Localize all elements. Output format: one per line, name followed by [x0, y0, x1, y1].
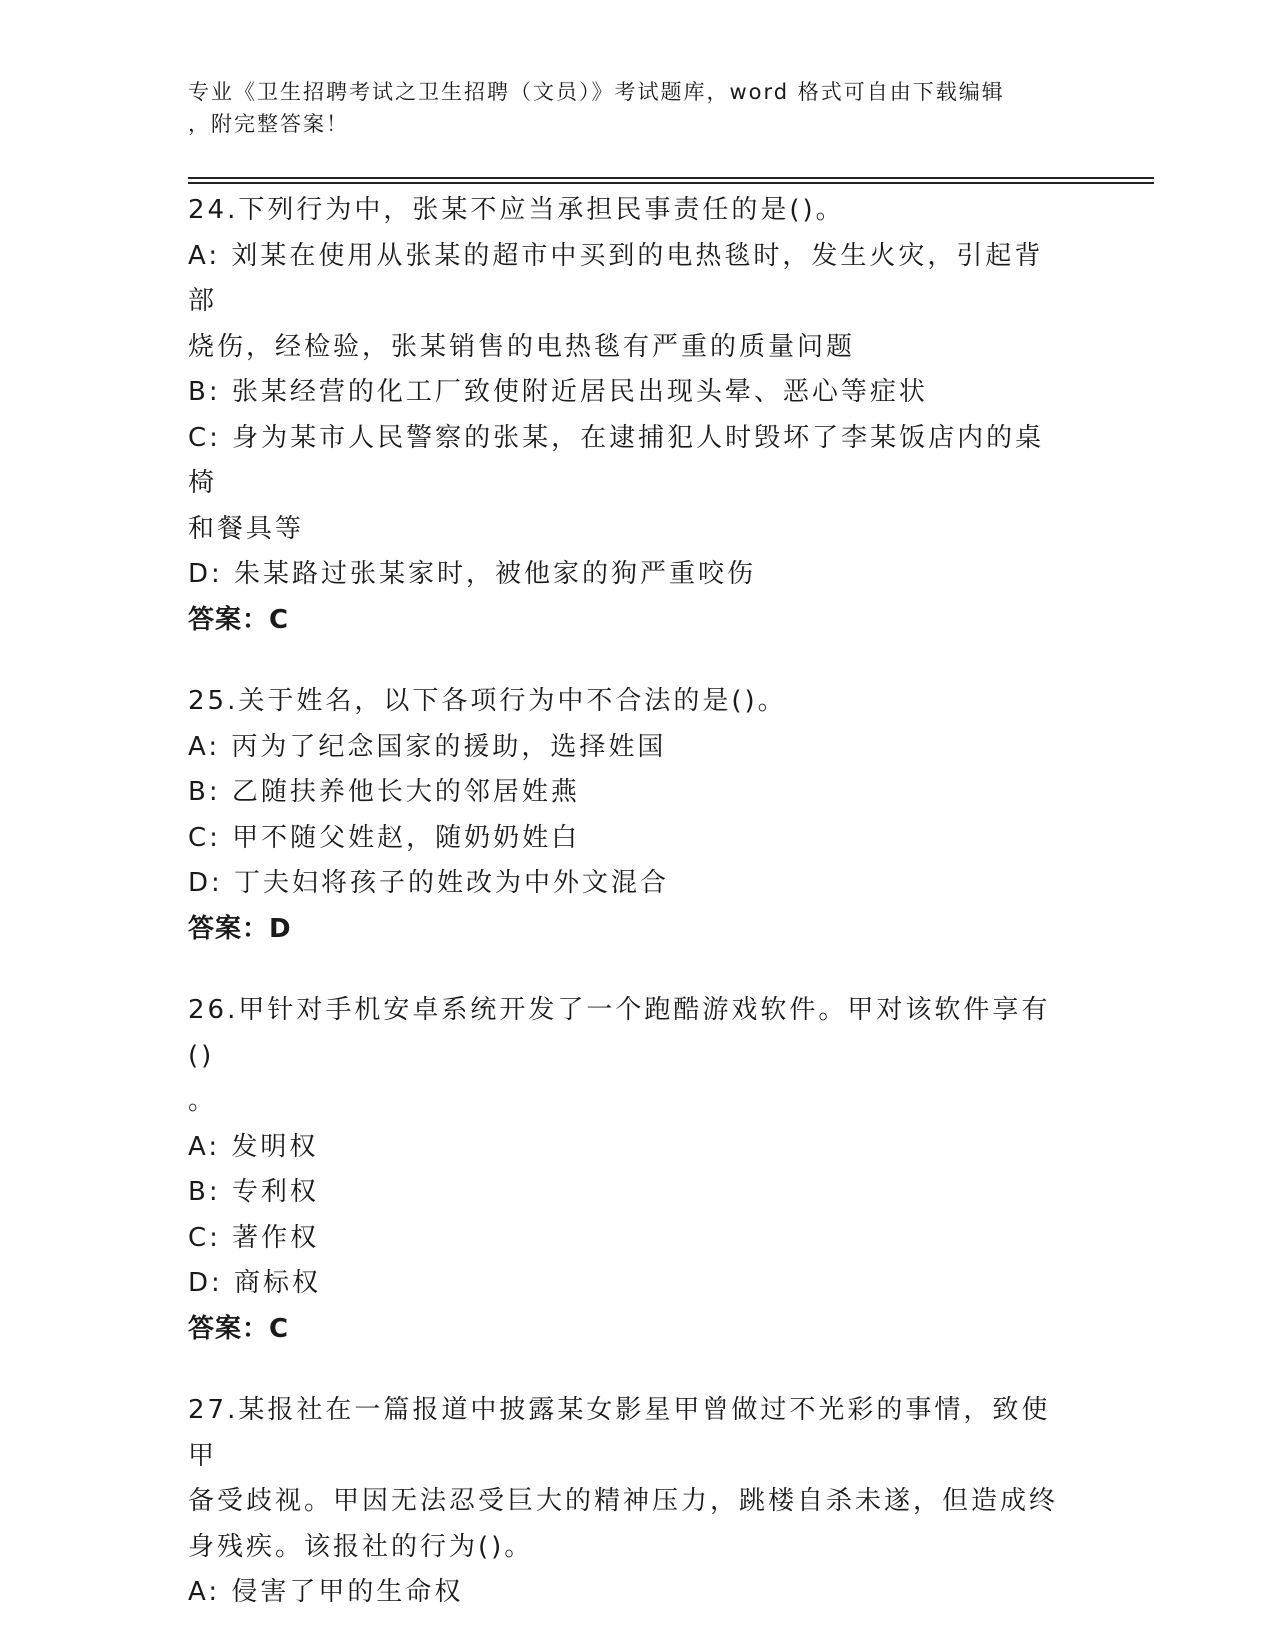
question-stem: 25.关于姓名，以下各项行为中不合法的是()。 — [188, 686, 787, 716]
option-a: A: 丙为了纪念国家的援助，选择姓国 — [188, 731, 667, 762]
header-line-2: ，附完整答案！ — [188, 112, 349, 136]
question-stem-continued: 备受歧视。甲因无法忍受巨大的精神压力，跳楼自杀未遂，但造成终 — [188, 1486, 1059, 1516]
option-a: A: 发明权 — [188, 1131, 319, 1162]
question-26 — [188, 988, 1068, 1352]
question-24 — [188, 188, 1068, 643]
question-stem-continued: 身残疾。该报社的行为()。 — [188, 1531, 534, 1562]
question-stem: 26.甲针对手机安卓系统开发了一个跑酷游戏软件。甲对该软件享有() — [188, 995, 1051, 1071]
header-line-1: 专业《卫生招聘考试之卫生招聘（文员）》考试题库，word 格式可自由下载编辑 — [188, 80, 1005, 104]
question-stem: 27.某报社在一篇报道中披露某女影星甲曾做过不光彩的事情，致使甲 — [188, 1395, 1051, 1471]
question-stem-continued: 。 — [188, 1086, 218, 1116]
question-27 — [188, 1388, 1068, 1616]
option-b: B: 张某经营的化工厂致使附近居民出现头晕、恶心等症状 — [188, 377, 928, 407]
question-list — [188, 188, 1068, 1652]
option-c: C: 著作权 — [188, 1222, 320, 1253]
answer: 答案：C — [188, 604, 290, 635]
option-a-continued: 烧伤，经检验，张某销售的电热毯有严重的质量问题 — [188, 331, 856, 362]
answer: 答案：C — [188, 1313, 290, 1344]
header-rule-bottom — [188, 182, 1154, 184]
option-c: C: 身为某市人民警察的张某，在逮捕犯人时毁坏了李某饭店内的桌椅 — [188, 422, 1045, 498]
page-header — [188, 76, 1068, 140]
question-25 — [188, 679, 1068, 952]
option-d: D: 商标权 — [188, 1268, 322, 1298]
option-a: A: 侵害了甲的生命权 — [188, 1577, 464, 1607]
option-c-continued: 和餐具等 — [188, 513, 305, 544]
answer: 答案：D — [188, 913, 292, 944]
option-a: A: 刘某在使用从张某的超市中买到的电热毯时，发生火灾，引起背部 — [188, 240, 1044, 316]
option-b: B: 乙随扶养他长大的邻居姓燕 — [188, 777, 580, 807]
question-stem: 24.下列行为中，张某不应当承担民事责任的是()。 — [188, 195, 845, 225]
header-rule-top — [188, 177, 1154, 179]
option-b: B: 专利权 — [188, 1177, 319, 1207]
option-d: D: 朱某路过张某家时，被他家的狗严重咬伤 — [188, 559, 757, 589]
option-d: D: 丁夫妇将孩子的姓改为中外文混合 — [188, 868, 670, 898]
option-c: C: 甲不随父姓赵，随奶奶姓白 — [188, 822, 581, 853]
